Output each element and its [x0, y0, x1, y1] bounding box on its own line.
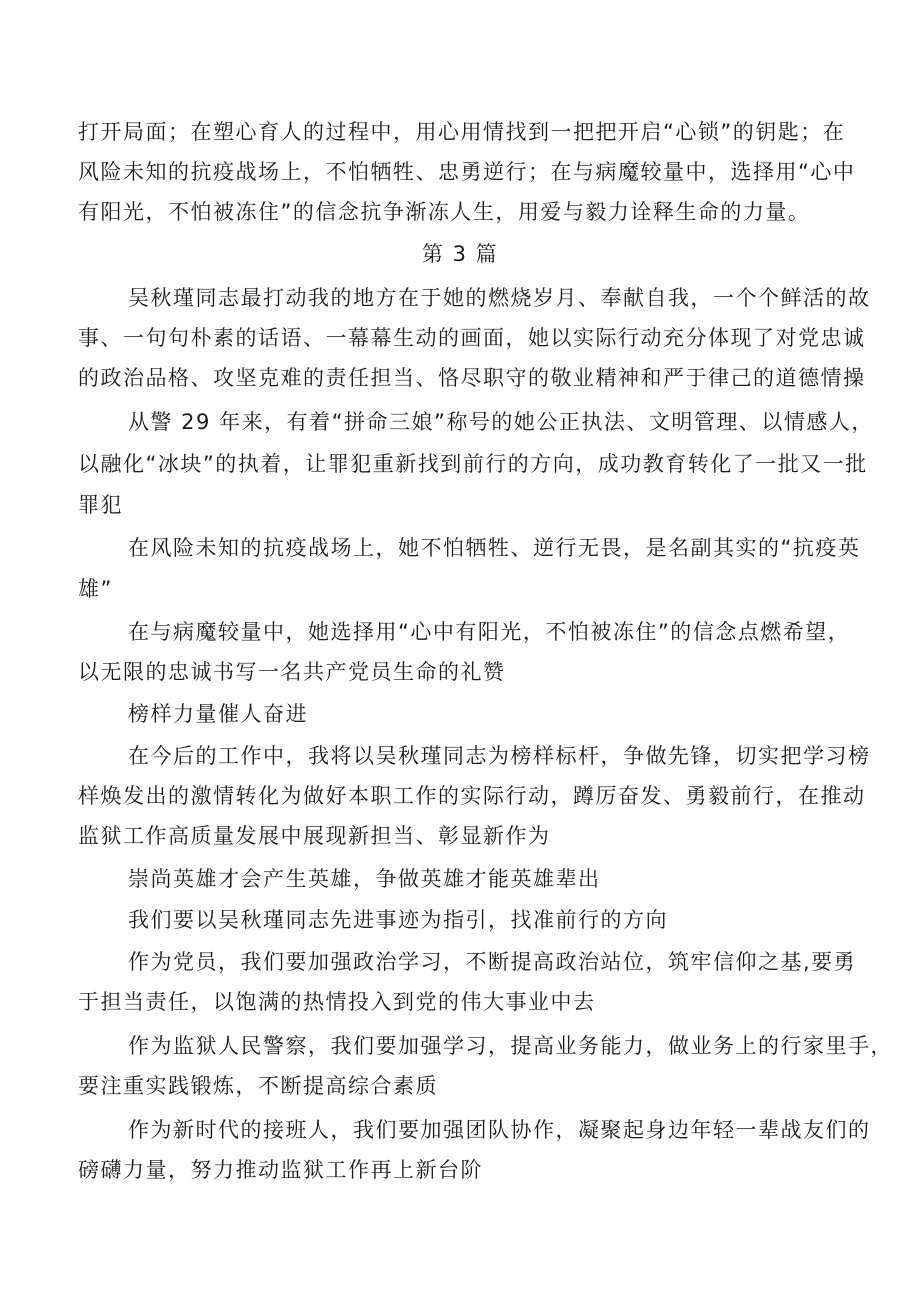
paragraph-line: 在与病魔较量中，她选择用“心中有阳光，不怕被冻住”的信念点燃希望，: [128, 620, 851, 644]
paragraph-line: 以融化“冰块”的执着，让罪犯重新找到前行的方向，成功教育转化了一批又一批: [78, 452, 868, 476]
paragraph-line: 作为党员，我们要加强政治学习，不断提高政治站位，筑牢信仰之基,要勇: [128, 950, 857, 974]
paragraph-line: 在今后的工作中，我将以吴秋瑾同志为榜样标杆，争做先锋，切实把学习榜: [128, 744, 871, 768]
paragraph-line: 作为监狱人民警察，我们要加强学习，提高业务能力，做业务上的行家里手，: [128, 1034, 893, 1058]
paragraph-line: 在风险未知的抗疫战场上，她不怕牺牲、逆行无畏，是名副其实的“抗疫英: [128, 536, 861, 560]
paragraph-line: 要注重实践锻炼，不断提高综合素质: [78, 1074, 438, 1098]
paragraph-line: 事、一句句朴素的话语、一幕幕生动的画面，她以实际行动充分体现了对党忠诚: [78, 326, 866, 350]
paragraph-line: 的政治品格、攻坚克难的责任担当、恪尽职守的敬业精神和严于律己的道德情操: [78, 366, 866, 390]
paragraph-line: 吴秋瑾同志最打动我的地方在于她的燃烧岁月、奉献自我，一个个鲜活的故: [128, 286, 871, 310]
paragraph-line: 有阳光，不怕被冻住”的信念抗争渐冻人生，用爱与毅力诠释生命的力量。: [78, 200, 811, 224]
section-heading: 第 3 篇: [421, 242, 499, 266]
paragraph-line: 样焕发出的激情转化为做好本职工作的实际行动，蹲厉奋发、勇毅前行，在推动: [78, 784, 866, 808]
paragraph-line: 于担当责任，以饱满的热情投入到党的伟大事业中去: [78, 990, 596, 1014]
paragraph-line: 榜样力量催人奋进: [128, 702, 308, 726]
paragraph-line: 罪犯: [78, 493, 123, 517]
paragraph-line: 以无限的忠诚书写一名共产党员生命的礼赞: [78, 660, 506, 684]
paragraph-line: 崇尚英雄才会产生英雄，争做英雄才能英雄辈出: [128, 867, 601, 891]
paragraph-line: 监狱工作高质量发展中展现新担当、彰显新作为: [78, 824, 551, 848]
paragraph-line: 雄”: [78, 577, 113, 601]
paragraph-line: 作为新时代的接班人，我们要加强团队协作，凝聚起身边年轻一辈战友们的: [128, 1118, 871, 1142]
paragraph-line: 磅礴力量，努力推动监狱工作再上新台阶: [78, 1158, 483, 1182]
paragraph-line: 打开局面；在塑心育人的过程中，用心用情找到一把把开启“心锁”的钥匙；在: [78, 120, 846, 144]
paragraph-line: 我们要以吴秋瑾同志先进事迹为指引，找准前行的方向: [128, 908, 668, 932]
paragraph-line: 风险未知的抗疫战场上，不怕牺牲、忠勇逆行；在与病魔较量中，选择用“心中: [78, 160, 856, 184]
paragraph-line: 从警 29 年来，有着“拼命三娘”称号的她公正执法、文明管理、以情感人，: [128, 410, 874, 434]
